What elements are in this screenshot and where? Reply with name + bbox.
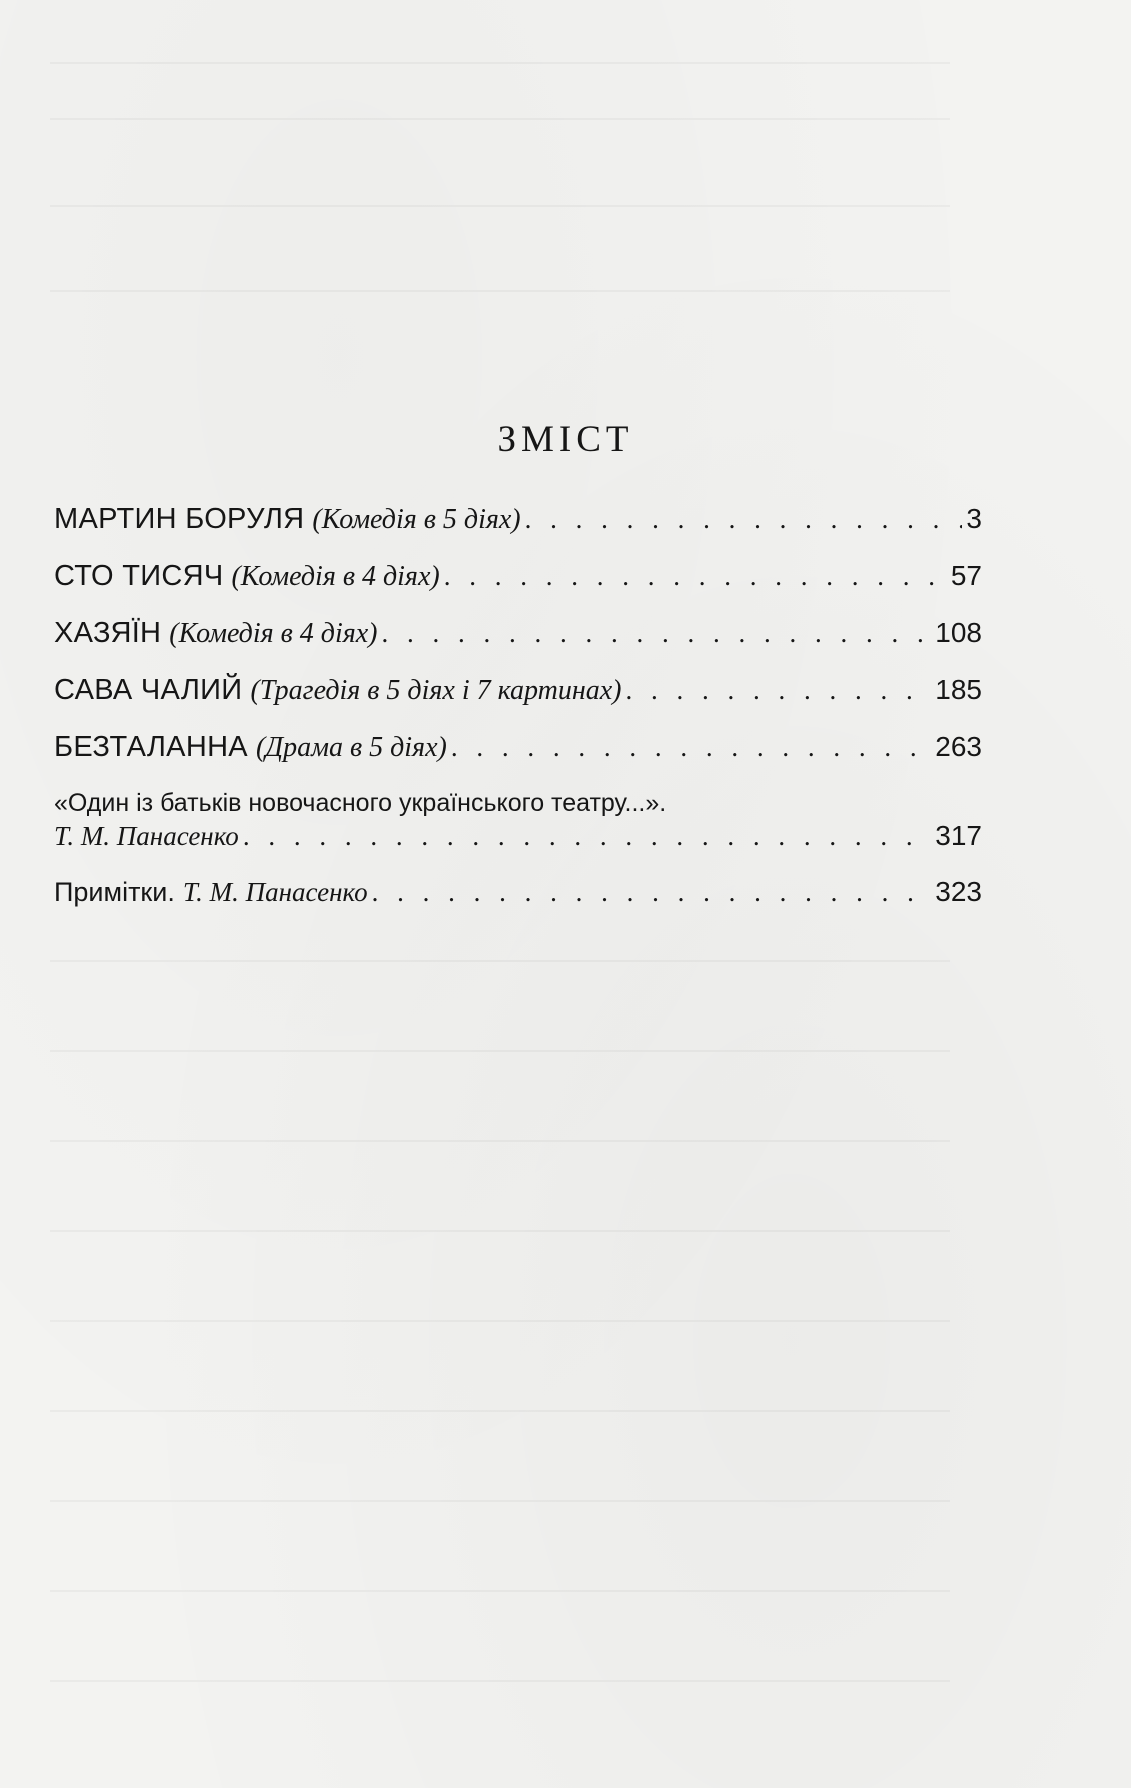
toc-entry[interactable] bbox=[54, 673, 982, 708]
toc-entry[interactable] bbox=[54, 730, 982, 765]
bleed-through-line bbox=[50, 1680, 950, 1682]
bleed-through-line bbox=[50, 1500, 950, 1502]
bleed-through-line bbox=[50, 205, 950, 207]
dot-leader bbox=[451, 730, 931, 764]
work-genre: (Драма в 5 діях) bbox=[255, 732, 447, 763]
notes-author: Т. М. Панасенко bbox=[182, 877, 368, 907]
bleed-through-line bbox=[50, 62, 950, 64]
toc-entry-notes[interactable] bbox=[54, 875, 982, 909]
bleed-through-line bbox=[50, 290, 950, 292]
toc-entry[interactable] bbox=[54, 616, 982, 651]
dot-leader bbox=[444, 559, 947, 593]
table-of-contents bbox=[54, 502, 982, 909]
bleed-through-line bbox=[50, 1050, 950, 1052]
page-number: 185 bbox=[935, 674, 982, 705]
work-title: МАРТИН БОРУЛЯ bbox=[54, 503, 305, 535]
dot-leader bbox=[525, 502, 963, 536]
page-title: ЗМІСТ bbox=[497, 419, 634, 460]
page-number: 323 bbox=[935, 876, 982, 907]
work-genre: (Комедія в 4 діях) bbox=[169, 618, 378, 649]
bleed-through-line bbox=[50, 1140, 950, 1142]
work-title: БЕЗТАЛАННА bbox=[54, 731, 248, 763]
essay-author: Т. М. Панасенко bbox=[54, 821, 239, 851]
bleed-through-line bbox=[50, 1590, 950, 1592]
bleed-through-line bbox=[50, 960, 950, 962]
work-genre: (Комедія в 5 діях) bbox=[312, 504, 521, 535]
page-number: 3 bbox=[966, 503, 982, 534]
bleed-through-line bbox=[50, 1410, 950, 1412]
toc-entry-essay[interactable] bbox=[54, 819, 982, 853]
work-title: САВА ЧАЛИЙ bbox=[54, 674, 243, 706]
bleed-through-line bbox=[50, 118, 950, 120]
page-number: 108 bbox=[935, 617, 982, 648]
essay-title[interactable]: «Один із батьків новочасного українського театру...». bbox=[54, 789, 667, 817]
work-title: ХАЗЯЇН bbox=[54, 617, 162, 649]
page-number: 57 bbox=[950, 560, 982, 591]
bleed-through-line bbox=[50, 1320, 950, 1322]
notes-label: Примітки. bbox=[54, 877, 175, 907]
page-number: 263 bbox=[935, 731, 982, 762]
dot-leader bbox=[372, 875, 932, 909]
work-genre: (Трагедія в 5 діях і 7 картинах) bbox=[250, 675, 622, 706]
page-number: 317 bbox=[935, 820, 982, 851]
work-genre: (Комедія в 4 діях) bbox=[231, 561, 440, 592]
dot-leader bbox=[382, 616, 932, 650]
bleed-through-line bbox=[50, 1230, 950, 1232]
toc-entry[interactable] bbox=[54, 502, 982, 537]
toc-entry[interactable] bbox=[54, 559, 982, 594]
dot-leader bbox=[243, 819, 931, 853]
work-title: СТО ТИСЯЧ bbox=[54, 560, 224, 592]
dot-leader bbox=[626, 673, 932, 707]
